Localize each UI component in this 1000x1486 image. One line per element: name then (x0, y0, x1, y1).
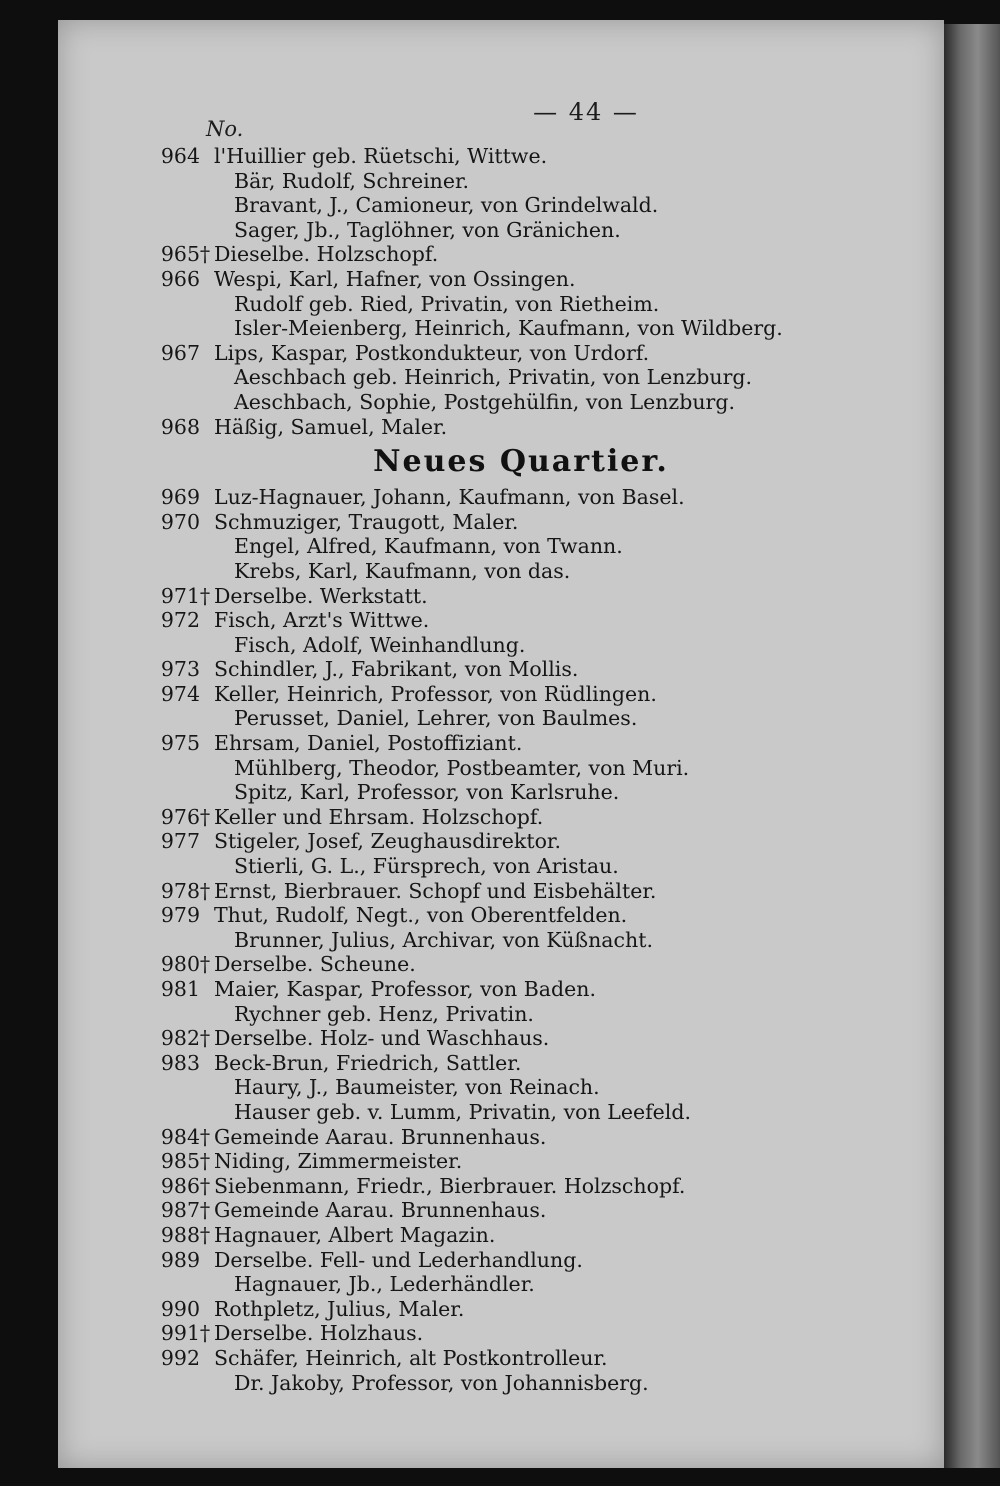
entry-number: 988 (160, 1222, 200, 1247)
entry-text: Beck-Brun, Friedrich, Sattler. (214, 1050, 522, 1075)
entry-number: 983 (160, 1050, 200, 1075)
list-item (58, 977, 944, 1002)
entry-text: Sager, Jb., Taglöhner, von Gränichen. (234, 217, 621, 242)
entry-text: Derselbe. Holzhaus. (214, 1321, 424, 1346)
entry-number: 975 (160, 731, 200, 756)
list-item (58, 780, 944, 805)
list-item (58, 1297, 944, 1322)
entry-number: 973 (160, 657, 200, 682)
entries-after-section (58, 485, 944, 1395)
list-item (58, 756, 944, 781)
dagger-mark: † (199, 878, 211, 903)
dagger-mark: † (199, 1124, 211, 1149)
entry-number: 989 (160, 1247, 200, 1272)
list-item (58, 1248, 944, 1273)
dagger-mark: † (199, 1026, 211, 1051)
dagger-mark: † (199, 1321, 211, 1346)
entry-text: Haury, J., Baumeister, von Reinach. (234, 1075, 600, 1100)
entry-number: 968 (160, 414, 200, 439)
list-item (58, 365, 944, 390)
list-item (58, 731, 944, 756)
entry-text: Lips, Kaspar, Postkondukteur, von Urdorf. (214, 340, 650, 365)
entries-before-section (58, 144, 944, 439)
number-column-label: No. (206, 117, 244, 141)
entry-number: 982 (160, 1026, 200, 1051)
entry-number: 964 (160, 144, 200, 168)
dagger-mark: † (199, 1149, 211, 1174)
dagger-mark: † (199, 1173, 211, 1198)
page-number: — 44 — (533, 98, 639, 126)
list-item (58, 1223, 944, 1248)
entry-number: 987 (160, 1198, 200, 1223)
entry-number: 967 (160, 340, 200, 365)
entry-text: Dr. Jakoby, Professor, von Johannisberg. (234, 1370, 649, 1395)
list-item (58, 854, 944, 879)
list-item (58, 390, 944, 415)
entry-number: 980 (160, 952, 200, 977)
entry-text: Mühlberg, Theodor, Postbeamter, von Muri. (234, 755, 690, 780)
list-item (58, 193, 944, 218)
list-item (58, 805, 944, 830)
list-item (58, 144, 944, 169)
list-item (58, 292, 944, 317)
entry-text: Engel, Alfred, Kaufmann, von Twann. (234, 534, 623, 559)
list-item (58, 1075, 944, 1100)
list-item (58, 1198, 944, 1223)
entry-text: Krebs, Karl, Kaufmann, von das. (234, 558, 571, 583)
list-item (58, 341, 944, 366)
entry-text: Maier, Kaspar, Professor, von Baden. (214, 977, 596, 1001)
entry-text: Schindler, J., Fabrikant, von Mollis. (214, 657, 579, 682)
entry-text: Brunner, Julius, Archivar, von Küßnacht. (234, 927, 653, 952)
dagger-mark: † (199, 952, 211, 977)
entry-text: Luz-Hagnauer, Johann, Kaufmann, von Basel. (214, 485, 685, 510)
entry-text: Dieselbe. Holzschopf. (214, 242, 439, 267)
list-item (58, 534, 944, 559)
list-item (58, 829, 944, 854)
entry-text: Derselbe. Scheune. (214, 952, 416, 977)
list-item (58, 952, 944, 977)
book-spine-edge (944, 24, 1000, 1468)
entry-text: Derselbe. Holz- und Waschhaus. (214, 1026, 550, 1051)
entry-text: Ernst, Bierbrauer. Schopf und Eisbehälter. (214, 878, 657, 903)
entry-text: Siebenmann, Friedr., Bierbrauer. Holzschopf. (214, 1173, 686, 1198)
entry-number: 991 (160, 1321, 200, 1346)
list-item (58, 1100, 944, 1125)
entry-text: Perusset, Daniel, Lehrer, von Baulmes. (234, 706, 638, 731)
entry-text: Spitz, Karl, Professor, von Karlsruhe. (234, 780, 620, 805)
entry-text: l'Huillier geb. Rüetschi, Wittwe. (214, 144, 548, 168)
entry-number: 984 (160, 1124, 200, 1149)
entry-number: 990 (160, 1296, 200, 1321)
list-item (58, 1051, 944, 1076)
document-page (58, 20, 944, 1468)
dagger-mark: † (199, 1222, 211, 1247)
entry-text: Keller, Heinrich, Professor, von Rüdlingen. (214, 681, 657, 706)
entry-text: Ehrsam, Daniel, Postoffiziant. (214, 731, 523, 756)
list-item (58, 1125, 944, 1150)
entry-number: 969 (160, 485, 200, 510)
entry-text: Derselbe. Fell- und Lederhandlung. (214, 1247, 583, 1272)
entry-number: 971 (160, 583, 200, 608)
entry-number: 974 (160, 681, 200, 706)
list-item (58, 1149, 944, 1174)
entry-text: Schmuziger, Traugott, Maler. (214, 509, 519, 534)
entry-number: 965 (160, 242, 200, 267)
entry-text: Keller und Ehrsam. Holzschopf. (214, 804, 544, 829)
list-item (58, 267, 944, 292)
list-item (58, 657, 944, 682)
list-item (58, 169, 944, 194)
register-entries (58, 144, 944, 1395)
entry-number: 981 (160, 977, 200, 1001)
list-item (58, 1272, 944, 1297)
list-item (58, 1002, 944, 1027)
entry-text: Aeschbach geb. Heinrich, Privatin, von Lenzburg. (234, 365, 753, 390)
list-item (58, 879, 944, 904)
list-item (58, 608, 944, 633)
entry-text: Rychner geb. Henz, Privatin. (234, 1001, 534, 1026)
list-item (58, 928, 944, 953)
entry-text: Bär, Rudolf, Schreiner. (234, 168, 470, 193)
list-item (58, 415, 944, 440)
entry-text: Derselbe. Werkstatt. (214, 583, 428, 608)
entry-text: Isler-Meienberg, Heinrich, Kaufmann, von Wildberg. (234, 316, 783, 341)
list-item (58, 1321, 944, 1346)
entry-number: 978 (160, 878, 200, 903)
entry-number: 985 (160, 1149, 200, 1174)
list-item (58, 682, 944, 707)
entry-text: Fisch, Adolf, Weinhandlung. (234, 632, 526, 657)
entry-text: Wespi, Karl, Hafner, von Ossingen. (214, 266, 576, 291)
entry-text: Thut, Rudolf, Negt., von Oberentfelden. (214, 903, 628, 928)
dagger-mark: † (199, 583, 211, 608)
entry-number: 966 (160, 266, 200, 291)
list-item (58, 559, 944, 584)
entry-text: Fisch, Arzt's Wittwe. (214, 608, 430, 633)
dagger-mark: † (199, 242, 211, 267)
list-item (58, 1026, 944, 1051)
entry-text: Rothpletz, Julius, Maler. (214, 1296, 465, 1321)
entry-text: Schäfer, Heinrich, alt Postkontrolleur. (214, 1345, 608, 1370)
entry-text: Hagnauer, Albert Magazin. (214, 1222, 496, 1247)
entry-number: 970 (160, 509, 200, 534)
entry-text: Aeschbach, Sophie, Postgehülfin, von Lenzburg. (234, 389, 735, 414)
dagger-mark: † (199, 1198, 211, 1223)
list-item (58, 1346, 944, 1371)
entry-text: Häßig, Samuel, Maler. (214, 414, 448, 439)
entry-number: 976 (160, 804, 200, 829)
list-item (58, 218, 944, 243)
entry-number: 972 (160, 608, 200, 633)
list-item (58, 584, 944, 609)
section-heading: Neues Quartier. (373, 444, 669, 480)
list-item (58, 633, 944, 658)
list-item (58, 1371, 944, 1396)
entry-text: Gemeinde Aarau. Brunnenhaus. (214, 1124, 547, 1149)
entry-text: Bravant, J., Camioneur, von Grindelwald. (234, 193, 659, 218)
list-item (58, 510, 944, 535)
entry-text: Stigeler, Josef, Zeughausdirektor. (214, 829, 561, 854)
list-item (58, 706, 944, 731)
list-item (58, 242, 944, 267)
entry-number: 986 (160, 1173, 200, 1198)
list-item (58, 485, 944, 510)
dagger-mark: † (199, 804, 211, 829)
entry-text: Stierli, G. L., Fürsprech, von Aristau. (234, 854, 619, 879)
entry-text: Gemeinde Aarau. Brunnenhaus. (214, 1198, 547, 1223)
list-item (58, 903, 944, 928)
list-item (58, 1174, 944, 1199)
entry-text: Hagnauer, Jb., Lederhändler. (234, 1272, 535, 1297)
entry-number: 979 (160, 903, 200, 928)
entry-text: Hauser geb. v. Lumm, Privatin, von Leefeld. (234, 1099, 692, 1124)
entry-number: 992 (160, 1345, 200, 1370)
entry-number: 977 (160, 829, 200, 854)
list-item (58, 316, 944, 341)
entry-text: Niding, Zimmermeister. (214, 1149, 463, 1174)
entry-text: Rudolf geb. Ried, Privatin, von Rietheim. (234, 291, 660, 316)
